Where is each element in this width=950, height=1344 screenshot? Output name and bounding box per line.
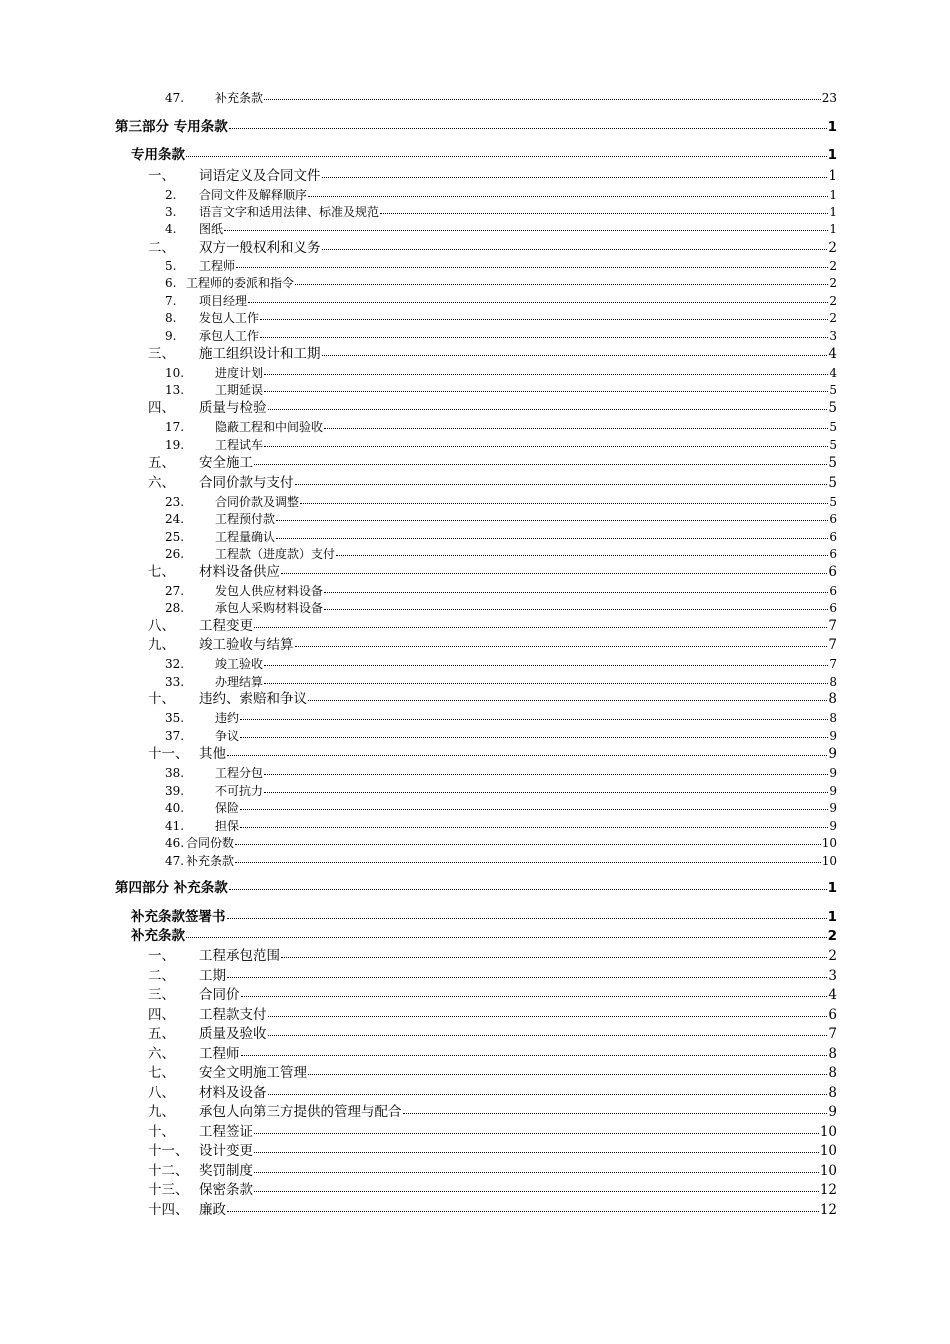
entry-number: 28. bbox=[165, 601, 185, 615]
entry-number: 39. bbox=[165, 784, 185, 798]
entry-title: 补充条款 bbox=[186, 854, 235, 868]
entry-title: 安全施工 bbox=[199, 455, 253, 471]
toc-entry-sub[interactable] bbox=[165, 548, 837, 560]
dot-leader bbox=[324, 609, 828, 610]
entry-title: 争议 bbox=[215, 729, 240, 743]
entry-title: 进度计划 bbox=[215, 366, 264, 380]
entry-page: 7 bbox=[828, 1026, 837, 1042]
dot-leader bbox=[322, 177, 828, 178]
toc-entry-chapter[interactable] bbox=[148, 639, 837, 653]
entry-title: 工程师的委派和指令 bbox=[186, 276, 295, 290]
entry-number: 7. bbox=[165, 294, 177, 308]
entry-page: 10 bbox=[819, 1143, 837, 1159]
entry-title: 补充条款 bbox=[131, 928, 185, 944]
entry-number: 三、 bbox=[148, 346, 175, 362]
dot-leader bbox=[241, 996, 828, 997]
entry-number: 十二、 bbox=[148, 1163, 189, 1179]
entry-page: 4 bbox=[828, 987, 837, 1003]
entry-title: 保险 bbox=[215, 801, 240, 815]
entry-page: 8 bbox=[829, 675, 837, 689]
entry-title: 词语定义及合同文件 bbox=[199, 168, 321, 184]
entry-page: 10 bbox=[819, 1124, 837, 1140]
dot-leader bbox=[254, 1133, 819, 1134]
entry-title: 工期延误 bbox=[215, 383, 264, 397]
dot-leader bbox=[241, 1055, 828, 1056]
entry-number: 33. bbox=[165, 675, 185, 689]
entry-number: 47. bbox=[165, 91, 185, 105]
dot-leader bbox=[281, 957, 827, 958]
entry-page: 9 bbox=[829, 801, 837, 815]
toc-entry-chapter[interactable] bbox=[148, 1067, 837, 1081]
toc-entry-chapter[interactable] bbox=[148, 989, 837, 1003]
entry-number: 八、 bbox=[148, 1085, 175, 1101]
entry-number: 六、 bbox=[148, 1046, 175, 1062]
entry-title: 工期 bbox=[199, 968, 226, 984]
dot-leader bbox=[308, 196, 828, 197]
entry-number: 24. bbox=[165, 512, 185, 526]
toc-entry-chapter[interactable] bbox=[148, 1106, 837, 1120]
entry-number: 九、 bbox=[148, 637, 175, 653]
dot-leader bbox=[264, 374, 828, 375]
entry-title: 合同文件及解释顺序 bbox=[199, 188, 308, 202]
entry-title: 安全文明施工管理 bbox=[199, 1065, 307, 1081]
entry-page: 5 bbox=[829, 495, 837, 509]
entry-title: 发包人供应材料设备 bbox=[215, 584, 324, 598]
entry-number: 四、 bbox=[148, 400, 175, 416]
dot-leader bbox=[248, 302, 828, 303]
entry-title: 工程款（进度款）支付 bbox=[215, 547, 336, 561]
entry-title: 工程变更 bbox=[199, 618, 253, 634]
entry-title: 工程款支付 bbox=[199, 1007, 267, 1023]
entry-page: 2 bbox=[829, 311, 837, 325]
toc-entry-sub[interactable] bbox=[165, 767, 837, 779]
dot-leader bbox=[236, 267, 828, 268]
entry-number: 27. bbox=[165, 584, 185, 598]
dot-leader bbox=[264, 792, 828, 793]
entry-number: 40. bbox=[165, 801, 185, 815]
toc-entry-sub[interactable] bbox=[165, 802, 837, 814]
entry-title: 工程师 bbox=[199, 259, 236, 273]
entry-number: 4. bbox=[165, 222, 177, 236]
entry-page: 9 bbox=[829, 784, 837, 798]
entry-title: 质量及验收 bbox=[199, 1026, 267, 1042]
entry-page: 8 bbox=[828, 1085, 837, 1101]
entry-title: 设计变更 bbox=[199, 1143, 253, 1159]
entry-page: 6 bbox=[828, 1007, 837, 1023]
entry-title: 工程承包范围 bbox=[199, 948, 280, 964]
entry-page: 2 bbox=[829, 276, 837, 290]
entry-number: 十四、 bbox=[148, 1202, 189, 1218]
entry-page: 6 bbox=[829, 601, 837, 615]
entry-page: 1 bbox=[829, 205, 837, 219]
entry-title: 施工组织设计和工期 bbox=[199, 346, 321, 362]
entry-number: 6. bbox=[165, 276, 177, 290]
entry-page: 1 bbox=[827, 147, 837, 163]
dot-leader bbox=[264, 774, 828, 775]
entry-title: 双方一般权利和义务 bbox=[199, 240, 321, 256]
dot-leader bbox=[264, 683, 828, 684]
entry-page: 6 bbox=[829, 547, 837, 561]
entry-title: 合同价款及调整 bbox=[215, 495, 300, 509]
toc-entry-chapter[interactable] bbox=[148, 1009, 837, 1023]
entry-page: 1 bbox=[827, 909, 837, 925]
entry-number: 十一、 bbox=[148, 1143, 189, 1159]
entry-number: 五、 bbox=[148, 1026, 175, 1042]
entry-page: 10 bbox=[821, 836, 837, 850]
entry-page: 9 bbox=[828, 1104, 837, 1120]
dot-leader bbox=[235, 862, 821, 863]
entry-title: 质量与检验 bbox=[199, 400, 267, 416]
entry-number: 23. bbox=[165, 495, 185, 509]
entry-page: 2 bbox=[828, 240, 837, 256]
entry-number: 一、 bbox=[148, 948, 175, 964]
dot-leader bbox=[186, 937, 827, 938]
toc-entry-sub[interactable] bbox=[165, 496, 837, 508]
entry-page: 5 bbox=[829, 420, 837, 434]
entry-page: 10 bbox=[819, 1163, 837, 1179]
entry-page: 7 bbox=[828, 637, 837, 653]
dot-leader bbox=[227, 755, 827, 756]
entry-page: 2 bbox=[829, 259, 837, 273]
entry-number: 2. bbox=[165, 188, 177, 202]
entry-number: 五、 bbox=[148, 455, 175, 471]
dot-leader bbox=[224, 230, 828, 231]
entry-number: 19. bbox=[165, 438, 185, 452]
toc-entry-heading[interactable] bbox=[131, 930, 837, 944]
entry-title: 合同份数 bbox=[186, 836, 235, 850]
entry-number: 十三、 bbox=[148, 1182, 189, 1198]
entry-page: 6 bbox=[829, 530, 837, 544]
dot-leader bbox=[254, 1191, 819, 1192]
entry-number: 8. bbox=[165, 311, 177, 325]
toc-entry-chapter[interactable] bbox=[148, 170, 837, 184]
toc-entry-heading[interactable] bbox=[131, 149, 837, 163]
entry-page: 3 bbox=[829, 329, 837, 343]
entry-page: 9 bbox=[828, 746, 837, 762]
entry-page: 2 bbox=[827, 928, 837, 944]
entry-page: 2 bbox=[829, 294, 837, 308]
entry-title: 专用条款 bbox=[131, 147, 185, 163]
entry-number: 9. bbox=[165, 329, 177, 343]
toc-entry-chapter[interactable] bbox=[148, 1184, 837, 1198]
dot-leader bbox=[324, 592, 828, 593]
toc-entry-sub[interactable] bbox=[165, 295, 837, 307]
toc-entry-chapter[interactable] bbox=[148, 1145, 837, 1159]
entry-title: 补充条款 bbox=[215, 91, 264, 105]
entry-page: 1 bbox=[828, 168, 837, 184]
entry-title: 保密条款 bbox=[199, 1182, 253, 1198]
entry-number: 38. bbox=[165, 766, 185, 780]
toc-entry-sub[interactable] bbox=[165, 785, 837, 797]
entry-page: 8 bbox=[829, 711, 837, 725]
entry-number: 46. bbox=[165, 836, 185, 850]
toc-entry-chapter[interactable] bbox=[148, 1028, 837, 1042]
toc-entry-chapter[interactable] bbox=[148, 1048, 837, 1062]
toc-entry-chapter[interactable] bbox=[148, 402, 837, 416]
entry-number: 25. bbox=[165, 530, 185, 544]
toc-entry-sub[interactable] bbox=[165, 585, 837, 597]
entry-title: 第四部分 补充条款 bbox=[115, 880, 228, 896]
entry-number: 37. bbox=[165, 729, 185, 743]
entry-page: 9 bbox=[829, 729, 837, 743]
entry-page: 12 bbox=[819, 1202, 837, 1218]
entry-page: 5 bbox=[829, 438, 837, 452]
entry-page: 4 bbox=[828, 346, 837, 362]
dot-leader bbox=[229, 889, 827, 890]
entry-title: 承包人向第三方提供的管理与配合 bbox=[199, 1104, 402, 1120]
entry-title: 竣工验收与结算 bbox=[199, 637, 294, 653]
entry-number: 一、 bbox=[148, 168, 175, 184]
dot-leader bbox=[264, 446, 828, 447]
entry-page: 3 bbox=[828, 968, 837, 984]
entry-page: 8 bbox=[828, 1046, 837, 1062]
entry-title: 奖罚制度 bbox=[199, 1163, 253, 1179]
toc-entry-chapter[interactable] bbox=[148, 748, 837, 762]
dot-leader bbox=[260, 319, 828, 320]
toc-entry-chapter[interactable] bbox=[148, 950, 837, 964]
toc-entry-chapter[interactable] bbox=[148, 566, 837, 580]
entry-title: 办理结算 bbox=[215, 675, 264, 689]
toc-entry-chapter[interactable] bbox=[148, 693, 837, 707]
dot-leader bbox=[254, 464, 827, 465]
toc-entry-sub[interactable] bbox=[165, 384, 837, 396]
entry-page: 6 bbox=[829, 584, 837, 598]
dot-leader bbox=[295, 484, 828, 485]
dot-leader bbox=[227, 1211, 819, 1212]
toc-entry-sub[interactable] bbox=[165, 367, 837, 379]
dot-leader bbox=[240, 827, 828, 828]
toc-entry-chapter[interactable] bbox=[148, 457, 837, 471]
dot-leader bbox=[308, 700, 827, 701]
entry-title: 语言文字和适用法律、标准及规范 bbox=[199, 205, 380, 219]
entry-title: 合同价 bbox=[199, 987, 240, 1003]
dot-leader bbox=[322, 355, 828, 356]
dot-leader bbox=[227, 918, 827, 919]
toc-entry-sub[interactable] bbox=[165, 855, 837, 867]
entry-number: 26. bbox=[165, 547, 185, 561]
entry-page: 6 bbox=[828, 564, 837, 580]
entry-title: 材料设备供应 bbox=[199, 564, 280, 580]
entry-page: 4 bbox=[829, 366, 837, 380]
entry-title: 隐蔽工程和中间验收 bbox=[215, 420, 324, 434]
entry-number: 41. bbox=[165, 819, 185, 833]
entry-title: 图纸 bbox=[199, 222, 224, 236]
entry-page: 5 bbox=[829, 383, 837, 397]
dot-leader bbox=[336, 555, 828, 556]
entry-page: 5 bbox=[828, 455, 837, 471]
entry-title: 项目经理 bbox=[199, 294, 248, 308]
entry-title: 廉政 bbox=[199, 1202, 226, 1218]
entry-number: 九、 bbox=[148, 1104, 175, 1120]
dot-leader bbox=[276, 538, 828, 539]
toc-entry-sub[interactable] bbox=[165, 531, 837, 543]
dot-leader bbox=[186, 156, 827, 157]
entry-page: 7 bbox=[828, 618, 837, 634]
toc-entry-chapter[interactable] bbox=[148, 477, 837, 491]
dot-leader bbox=[260, 337, 828, 338]
entry-page: 5 bbox=[828, 400, 837, 416]
toc-entry-heading[interactable] bbox=[131, 911, 837, 925]
entry-title: 工程签证 bbox=[199, 1124, 253, 1140]
dot-leader bbox=[254, 1172, 819, 1173]
dot-leader bbox=[268, 409, 828, 410]
entry-page: 2 bbox=[828, 948, 837, 964]
dot-leader bbox=[235, 844, 821, 845]
toc-entry-chapter[interactable] bbox=[148, 1126, 837, 1140]
entry-number: 七、 bbox=[148, 564, 175, 580]
toc-entry-sub[interactable] bbox=[165, 223, 837, 235]
dot-leader bbox=[380, 213, 828, 214]
dot-leader bbox=[295, 646, 828, 647]
toc-entry-sub[interactable] bbox=[165, 92, 837, 104]
entry-number: 3. bbox=[165, 205, 177, 219]
entry-page: 9 bbox=[829, 819, 837, 833]
dot-leader bbox=[227, 977, 827, 978]
toc-entry-sub[interactable] bbox=[165, 189, 837, 201]
entry-title: 补充条款签署书 bbox=[131, 909, 226, 925]
dot-leader bbox=[254, 1152, 819, 1153]
entry-title: 工程分包 bbox=[215, 766, 264, 780]
dot-leader bbox=[268, 1035, 828, 1036]
toc-entry-sub[interactable] bbox=[165, 260, 837, 272]
entry-page: 6 bbox=[829, 512, 837, 526]
dot-leader bbox=[264, 391, 828, 392]
entry-number: 八、 bbox=[148, 618, 175, 634]
toc-entry-part[interactable] bbox=[115, 121, 837, 135]
toc-entry-sub[interactable] bbox=[165, 277, 837, 289]
dot-leader bbox=[240, 719, 828, 720]
toc-entry-sub[interactable] bbox=[165, 712, 837, 724]
entry-number: 十一、 bbox=[148, 746, 189, 762]
dot-leader bbox=[403, 1113, 828, 1114]
toc-entry-part[interactable] bbox=[115, 882, 837, 896]
entry-number: 47. bbox=[165, 854, 185, 868]
entry-page: 7 bbox=[829, 657, 837, 671]
entry-title: 其他 bbox=[199, 746, 226, 762]
entry-title: 工程预付款 bbox=[215, 512, 276, 526]
entry-title: 工程师 bbox=[199, 1046, 240, 1062]
entry-number: 13. bbox=[165, 383, 185, 397]
toc-entry-chapter[interactable] bbox=[148, 970, 837, 984]
entry-title: 发包人工作 bbox=[199, 311, 260, 325]
dot-leader bbox=[322, 249, 828, 250]
entry-number: 35. bbox=[165, 711, 185, 725]
dot-leader bbox=[308, 1074, 827, 1075]
entry-page: 10 bbox=[821, 854, 837, 868]
entry-number: 六、 bbox=[148, 475, 175, 491]
toc-entry-sub[interactable] bbox=[165, 676, 837, 688]
entry-page: 8 bbox=[828, 1065, 837, 1081]
entry-number: 10. bbox=[165, 366, 185, 380]
entry-number: 32. bbox=[165, 657, 185, 671]
entry-number: 二、 bbox=[148, 240, 175, 256]
entry-number: 十、 bbox=[148, 1124, 175, 1140]
entry-title: 违约 bbox=[215, 711, 240, 725]
entry-page: 23 bbox=[821, 91, 837, 105]
entry-page: 12 bbox=[819, 1182, 837, 1198]
entry-number: 四、 bbox=[148, 1007, 175, 1023]
dot-leader bbox=[264, 665, 828, 666]
toc-entry-sub[interactable] bbox=[165, 513, 837, 525]
entry-page: 1 bbox=[827, 880, 837, 896]
entry-number: 二、 bbox=[148, 968, 175, 984]
toc-entry-sub[interactable] bbox=[165, 837, 837, 849]
entry-title: 竣工验收 bbox=[215, 657, 264, 671]
entry-page: 1 bbox=[827, 119, 837, 135]
dot-leader bbox=[281, 573, 827, 574]
entry-number: 17. bbox=[165, 420, 185, 434]
dot-leader bbox=[324, 428, 828, 429]
entry-title: 合同价款与支付 bbox=[199, 475, 294, 491]
entry-number: 5. bbox=[165, 259, 177, 273]
entry-page: 1 bbox=[829, 222, 837, 236]
dot-leader bbox=[295, 284, 828, 285]
entry-page: 9 bbox=[829, 766, 837, 780]
dot-leader bbox=[229, 128, 827, 129]
dot-leader bbox=[300, 503, 828, 504]
toc-entry-sub[interactable] bbox=[165, 206, 837, 218]
entry-title: 承包人采购材料设备 bbox=[215, 601, 324, 615]
toc-entry-sub[interactable] bbox=[165, 330, 837, 342]
dot-leader bbox=[240, 737, 828, 738]
toc-entry-sub[interactable] bbox=[165, 421, 837, 433]
entry-page: 8 bbox=[828, 691, 837, 707]
dot-leader bbox=[264, 99, 821, 100]
entry-number: 十、 bbox=[148, 691, 175, 707]
toc-entry-sub[interactable] bbox=[165, 730, 837, 742]
toc-entry-sub[interactable] bbox=[165, 602, 837, 614]
toc-entry-sub[interactable] bbox=[165, 439, 837, 451]
entry-title: 承包人工作 bbox=[199, 329, 260, 343]
toc-entry-sub[interactable] bbox=[165, 820, 837, 832]
entry-title: 担保 bbox=[215, 819, 240, 833]
entry-title: 不可抗力 bbox=[215, 784, 264, 798]
entry-number: 三、 bbox=[148, 987, 175, 1003]
dot-leader bbox=[254, 627, 827, 628]
dot-leader bbox=[268, 1016, 828, 1017]
toc-entry-chapter[interactable] bbox=[148, 348, 837, 362]
toc-entry-chapter[interactable] bbox=[148, 242, 837, 256]
entry-page: 5 bbox=[828, 475, 837, 491]
entry-title: 工程量确认 bbox=[215, 530, 276, 544]
toc-entry-chapter[interactable] bbox=[148, 1087, 837, 1101]
toc-entry-chapter[interactable] bbox=[148, 620, 837, 634]
entry-title: 违约、索赔和争议 bbox=[199, 691, 307, 707]
entry-title: 第三部分 专用条款 bbox=[115, 119, 228, 135]
toc-entry-chapter[interactable] bbox=[148, 1204, 837, 1218]
entry-title: 材料及设备 bbox=[199, 1085, 267, 1101]
entry-page: 1 bbox=[829, 188, 837, 202]
dot-leader bbox=[240, 809, 828, 810]
toc-entry-chapter[interactable] bbox=[148, 1165, 837, 1179]
entry-title: 工程试车 bbox=[215, 438, 264, 452]
toc-entry-sub[interactable] bbox=[165, 312, 837, 324]
dot-leader bbox=[268, 1094, 828, 1095]
entry-number: 七、 bbox=[148, 1065, 175, 1081]
dot-leader bbox=[276, 520, 828, 521]
toc-entry-sub[interactable] bbox=[165, 658, 837, 670]
